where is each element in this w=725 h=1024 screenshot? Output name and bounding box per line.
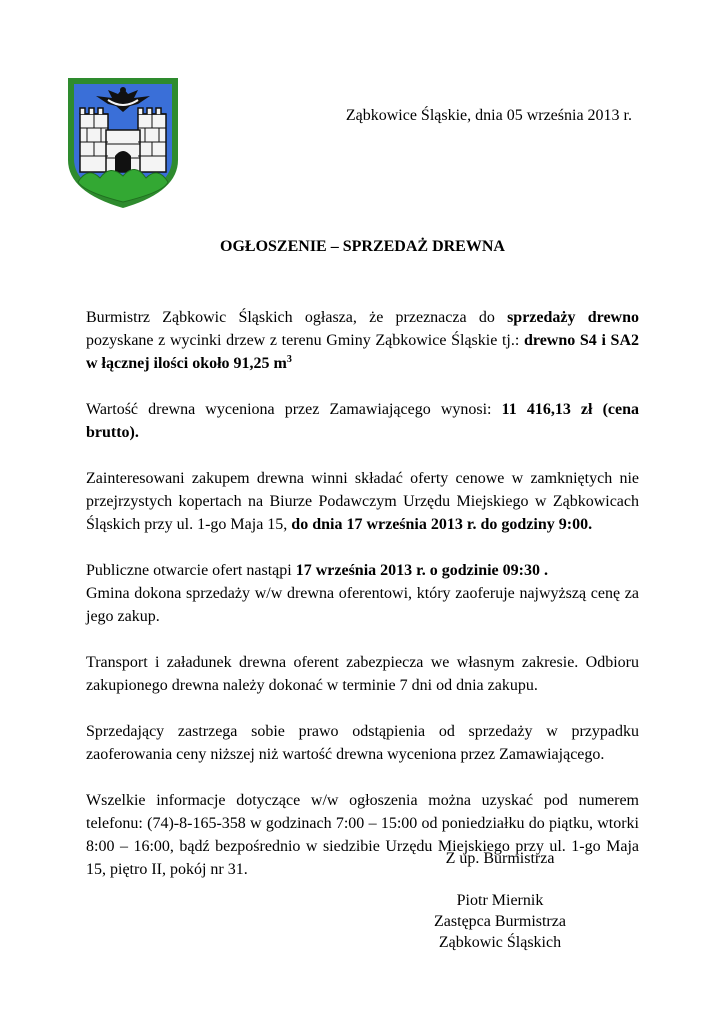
- paragraph-opening: [86, 559, 639, 582]
- text: Burmistrz Ząbkowic Śląskich ogłasza, że przeznacza do: [86, 309, 508, 326]
- coat-of-arms-logo: [64, 76, 182, 210]
- superscript: 3: [286, 354, 292, 365]
- bold-text: drewno S4 i SA2 w łącznej ilości około 91,25 m: [86, 332, 640, 372]
- bold-text: 11 416,13 zł (cena brutto).: [86, 401, 640, 441]
- text: Zainteresowani zakupem drewna winni składać oferty cenowe w zamkniętych nie przejrzystych kopertach na Biurze Podawczym Urzędu Miejskiego w Ząbkowicach Śląskich przy ul. 1-go Maja 15,: [86, 470, 639, 533]
- bold-text: 17 września 2013 r. o godzinie 09:30 .: [295, 562, 548, 579]
- announcement-body: [86, 306, 639, 881]
- bold-text: do dnia 17 września 2013 r. do godziny 9:00.: [291, 516, 593, 533]
- signature-line: Z up. Burmistrza: [445, 850, 555, 867]
- signature-block: [380, 848, 620, 953]
- paragraph-transport: Transport i załadunek drewna oferent zabezpiecza we własnym zakresie. Odbioru zakupionego drewna należy dokonać w terminie 7 dni od dnia zakupu.: [86, 654, 639, 694]
- signature-role: Zastępca Burmistrza: [434, 913, 566, 930]
- paragraph-contact: Wszelkie informacje dotyczące w/w ogłoszenia można uzyskać pod numerem telefonu: (74)-8-165-358 w godzinach 7:00 – 15:00 od poniedziałku do piątku, wtorki 8:00 – 16:00, bądź bezpośrednio w siedzibie Urzędu Miejskiego przy ul. 1-go Maja 15, piętro II, pokój nr 31.: [86, 792, 639, 878]
- text: Publiczne otwarcie ofert nastąpi: [86, 562, 296, 579]
- place-and-date: Ząbkowice Śląskie, dnia 05 września 2013 r.: [345, 107, 632, 124]
- signature-office: Ząbkowic Śląskich: [438, 934, 562, 951]
- paragraph-value: [86, 398, 639, 444]
- paragraph-withdrawal: Sprzedający zastrzega sobie prawo odstąpienia od sprzedaży w przypadku zaoferowania ceny niższej niż wartość drewna wyceniona przez Zamawiającego.: [86, 723, 639, 763]
- signature-name: Piotr Miernik: [456, 892, 544, 909]
- paragraph-sale-rule: Gmina dokona sprzedaży w/w drewna oferentowi, który zaoferuje najwyższą cenę za jego zakup.: [86, 585, 639, 625]
- paragraph-sale-info: [86, 306, 639, 375]
- bold-text: sprzedaży drewno: [507, 309, 639, 326]
- document-title: OGŁOSZENIE – SPRZEDAŻ DREWNA: [220, 238, 505, 255]
- text: pozyskane z wycinki drzew z terenu Gminy Ząbkowice Śląskie tj.:: [86, 332, 524, 349]
- text: Wartość drewna wyceniona przez Zamawiającego wynosi:: [86, 401, 502, 418]
- paragraph-offers: [86, 467, 639, 536]
